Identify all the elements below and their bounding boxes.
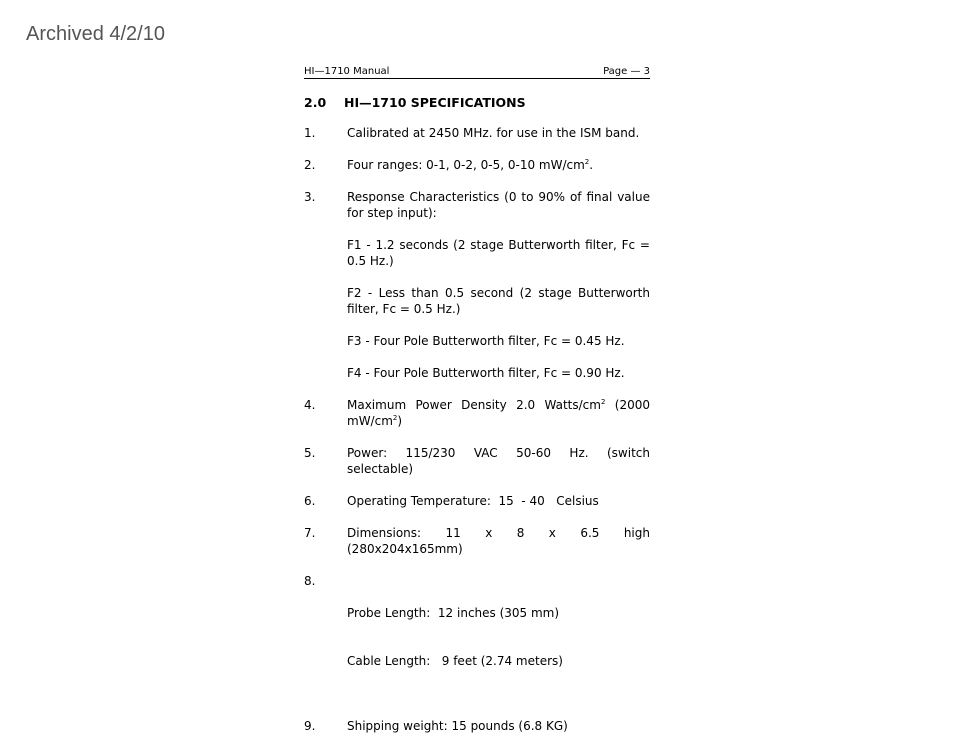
manual-page [304, 66, 650, 734]
item-number: 9. [304, 719, 316, 733]
spec-item [304, 718, 650, 734]
spec-item [304, 493, 650, 509]
item-number: 6. [304, 494, 316, 508]
page-header [304, 66, 650, 79]
item-text: Maximum Power Density 2.0 Watts/$cm^2$ (2000 $mW/cm^2$) [347, 398, 650, 428]
item-text: Response Characteristics (0 to 90% of final value for step input): F1 - 1.2 seconds (2 stage Butterworth filter, Fc = 0.5 Hz.) F2 - Less than 0.5 second (2 stage Butterworth filter, Fc = 0.5 Hz.) F3 - Four Pole Butterworth filter, Fc = 0.45 Hz. F4 - Four Pole Butterworth filter, Fc = 0.90 Hz. [347, 190, 650, 380]
spec-item [304, 125, 650, 141]
item-number: 1. [304, 126, 316, 140]
item-number: 3. [304, 190, 316, 204]
spec-item [304, 525, 650, 557]
section-number: 2.0 [304, 95, 327, 110]
spec-item [304, 189, 650, 381]
item-number: 2. [304, 158, 316, 172]
header-manual-title: HI—1710 Manual [304, 66, 390, 77]
spec-item [304, 157, 650, 173]
spec-item [304, 573, 650, 701]
item-number: 8. [304, 574, 316, 588]
item-number: 4. [304, 398, 316, 412]
item-number: 5. [304, 446, 316, 460]
item-text: Four ranges: 0-1, 0-2, 0-5, 0-10 $mW/cm^2$. [347, 158, 594, 172]
item-text: Operating Temperature: 15 - 40 Celsius [347, 494, 599, 508]
item-number: 7. [304, 526, 316, 540]
section-title: HI—1710 SPECIFICATIONS [344, 95, 526, 110]
spec-item [304, 397, 650, 429]
section-heading [304, 95, 650, 110]
item-text: Shipping weight: 15 pounds (6.8 KG) [347, 719, 568, 733]
archived-stamp: Archived 4/2/10 [26, 23, 165, 45]
item-text: Probe Length: 12 inches (305 mm) Cable Length: 9 feet (2.74 meters) [347, 606, 563, 668]
header-page-number: Page — 3 [603, 66, 650, 77]
item-text: Power: 115/230 VAC 50-60 Hz. (switch selectable) [347, 446, 650, 476]
item-text: Calibrated at 2450 MHz. for use in the ISM band. [347, 126, 640, 140]
spec-item [304, 445, 650, 477]
item-text: Dimensions: 11 x 8 x 6.5 high (280x204x165mm) [347, 526, 650, 556]
